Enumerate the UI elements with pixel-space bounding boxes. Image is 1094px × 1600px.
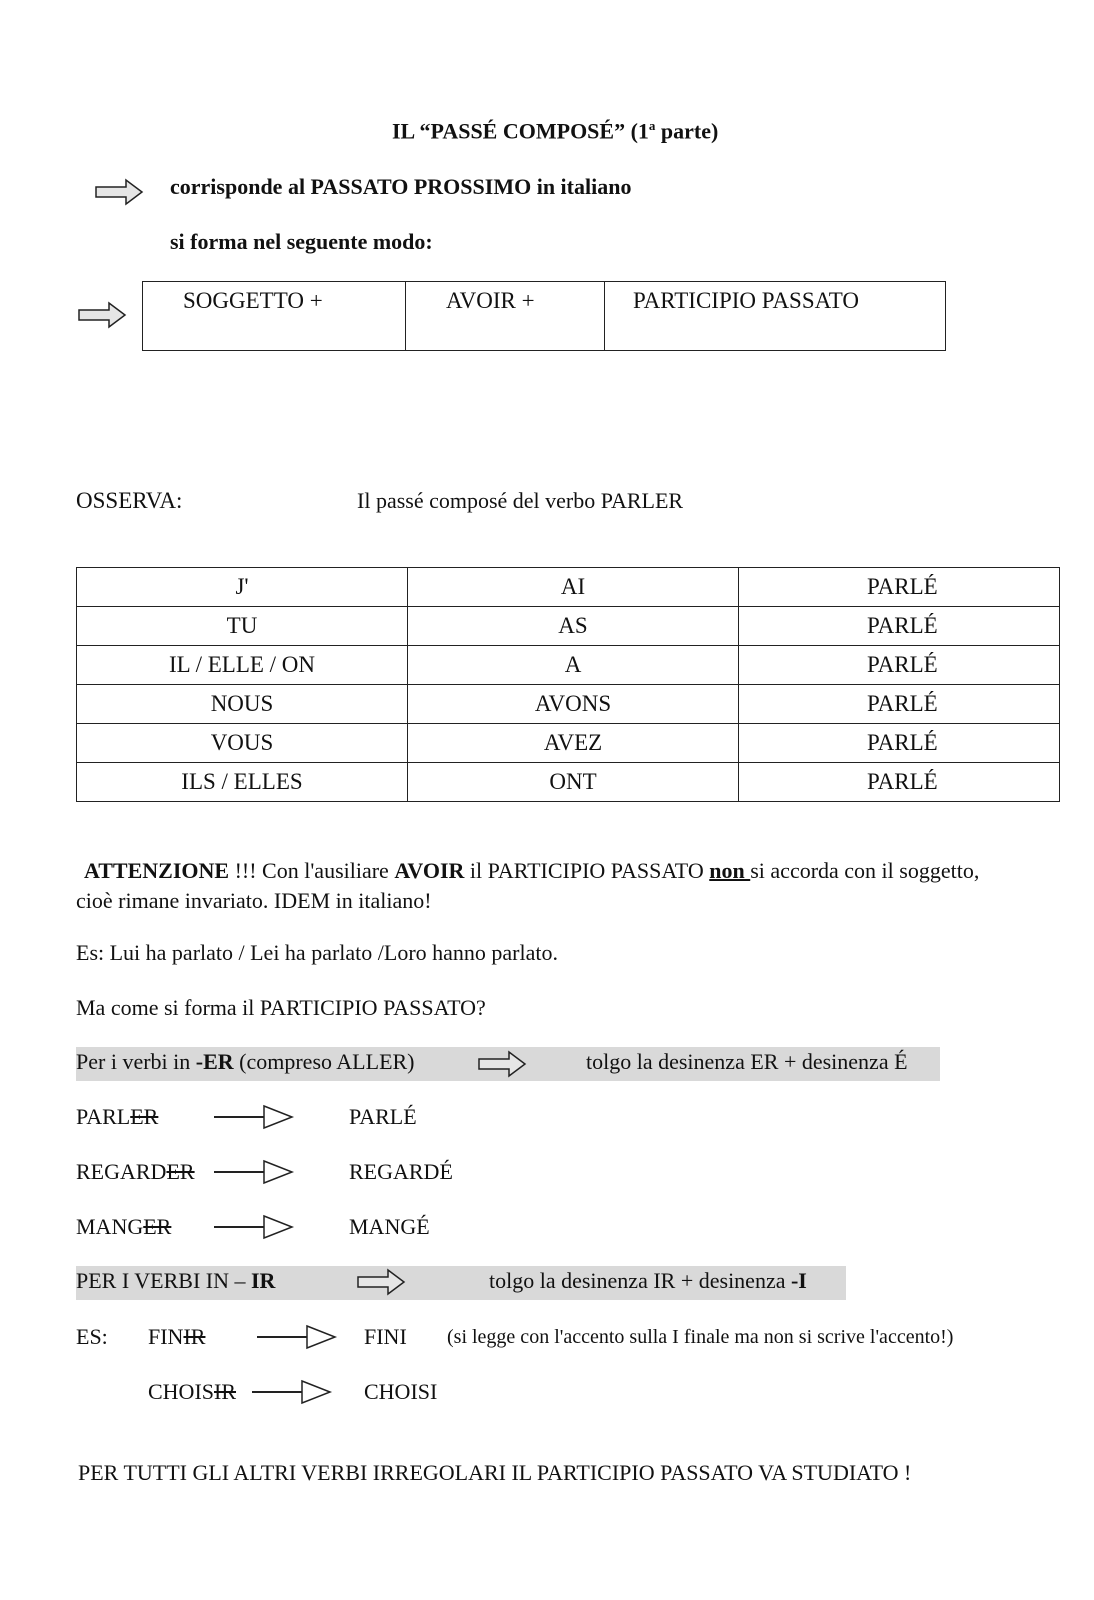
auxiliary-cell: A	[408, 646, 739, 685]
footer-note: PER TUTTI GLI ALTRI VERBI IRREGOLARI IL PARTICIPIO PASSATO VA STUDIATO !	[78, 1460, 912, 1485]
block-arrow-icon	[356, 1268, 406, 1296]
er-example-result: MANGÉ	[349, 1214, 430, 1239]
participle-cell: PARLÉ	[739, 568, 1060, 607]
pronoun-cell: ILS / ELLES	[77, 763, 408, 802]
table-row	[77, 646, 1060, 685]
thin-arrow-icon	[255, 1324, 339, 1350]
thin-arrow-icon	[250, 1379, 334, 1405]
table-row	[77, 724, 1060, 763]
formula-auxiliary: AVOIR +	[406, 282, 605, 351]
formula-table	[142, 281, 946, 351]
intro-line-1: corrisponde al PASSATO PROSSIMO in italiano	[170, 174, 632, 199]
er-example-verb: MANGER	[76, 1214, 172, 1239]
osserva-label: OSSERVA:	[76, 488, 183, 513]
table-row	[77, 763, 1060, 802]
block-arrow-icon	[477, 1050, 527, 1078]
ir-example-note: (si legge con l'accento sulla I finale ma non si scrive l'accento!)	[447, 1326, 954, 1348]
pronoun-cell: J'	[77, 568, 408, 607]
participle-cell: PARLÉ	[739, 607, 1060, 646]
page-title: IL “PASSÉ COMPOSÉ” (1$^a$ parte)	[392, 118, 719, 144]
er-rule: Per i verbi in -ER (compreso ALLER) tolgo la desinenza ER + desinenza É	[76, 1047, 940, 1081]
formula-participle: PARTICIPIO PASSATO	[605, 282, 946, 351]
auxiliary-cell: ONT	[408, 763, 739, 802]
table-row	[77, 685, 1060, 724]
ir-example-verb: CHOISIR	[148, 1379, 237, 1404]
block-arrow-icon	[94, 178, 144, 206]
pronoun-cell: IL / ELLE / ON	[77, 646, 408, 685]
pronoun-cell: VOUS	[77, 724, 408, 763]
table-row	[77, 607, 1060, 646]
thin-arrow-icon	[212, 1159, 296, 1185]
thin-arrow-icon	[212, 1214, 296, 1240]
osserva-text: Il passé composé del verbo PARLER	[357, 488, 684, 513]
conjugation-table	[76, 567, 1060, 802]
pronoun-cell: NOUS	[77, 685, 408, 724]
ir-es-label: ES:	[76, 1324, 108, 1349]
ir-rule: PER I VERBI IN – IR tolgo la desinenza IR + desinenza -I	[76, 1266, 846, 1300]
participle-cell: PARLÉ	[739, 724, 1060, 763]
question-line: Ma come si forma il PARTICIPIO PASSATO?	[76, 995, 486, 1020]
pronoun-cell: TU	[77, 607, 408, 646]
er-example-verb: PARLER	[76, 1104, 159, 1129]
er-example-verb: REGARDER	[76, 1159, 195, 1184]
intro-line-2: si forma nel seguente modo:	[170, 229, 433, 254]
auxiliary-cell: AVEZ	[408, 724, 739, 763]
er-example-result: REGARDÉ	[349, 1159, 453, 1184]
ir-example-verb: FINIR	[148, 1324, 206, 1349]
table-row	[77, 568, 1060, 607]
er-example-result: PARLÉ	[349, 1104, 417, 1129]
participle-cell: PARLÉ	[739, 685, 1060, 724]
ir-example-result: FINI	[364, 1324, 407, 1349]
auxiliary-cell: AVONS	[408, 685, 739, 724]
auxiliary-cell: AS	[408, 607, 739, 646]
attention-paragraph: ATTENZIONE !!! Con l'ausiliare AVOIR il PARTICIPIO PASSATO non si accorda con il soggetto, cioè rimane invariato. IDEM in italiano!	[76, 858, 980, 913]
participle-cell: PARLÉ	[739, 763, 1060, 802]
thin-arrow-icon	[212, 1104, 296, 1130]
participle-cell: PARLÉ	[739, 646, 1060, 685]
formula-subject: SOGGETTO +	[143, 282, 406, 351]
example-line: Es: Lui ha parlato / Lei ha parlato /Loro hanno parlato.	[76, 940, 559, 965]
block-arrow-icon	[77, 301, 127, 329]
auxiliary-cell: AI	[408, 568, 739, 607]
ir-example-result: CHOISI	[364, 1379, 438, 1404]
